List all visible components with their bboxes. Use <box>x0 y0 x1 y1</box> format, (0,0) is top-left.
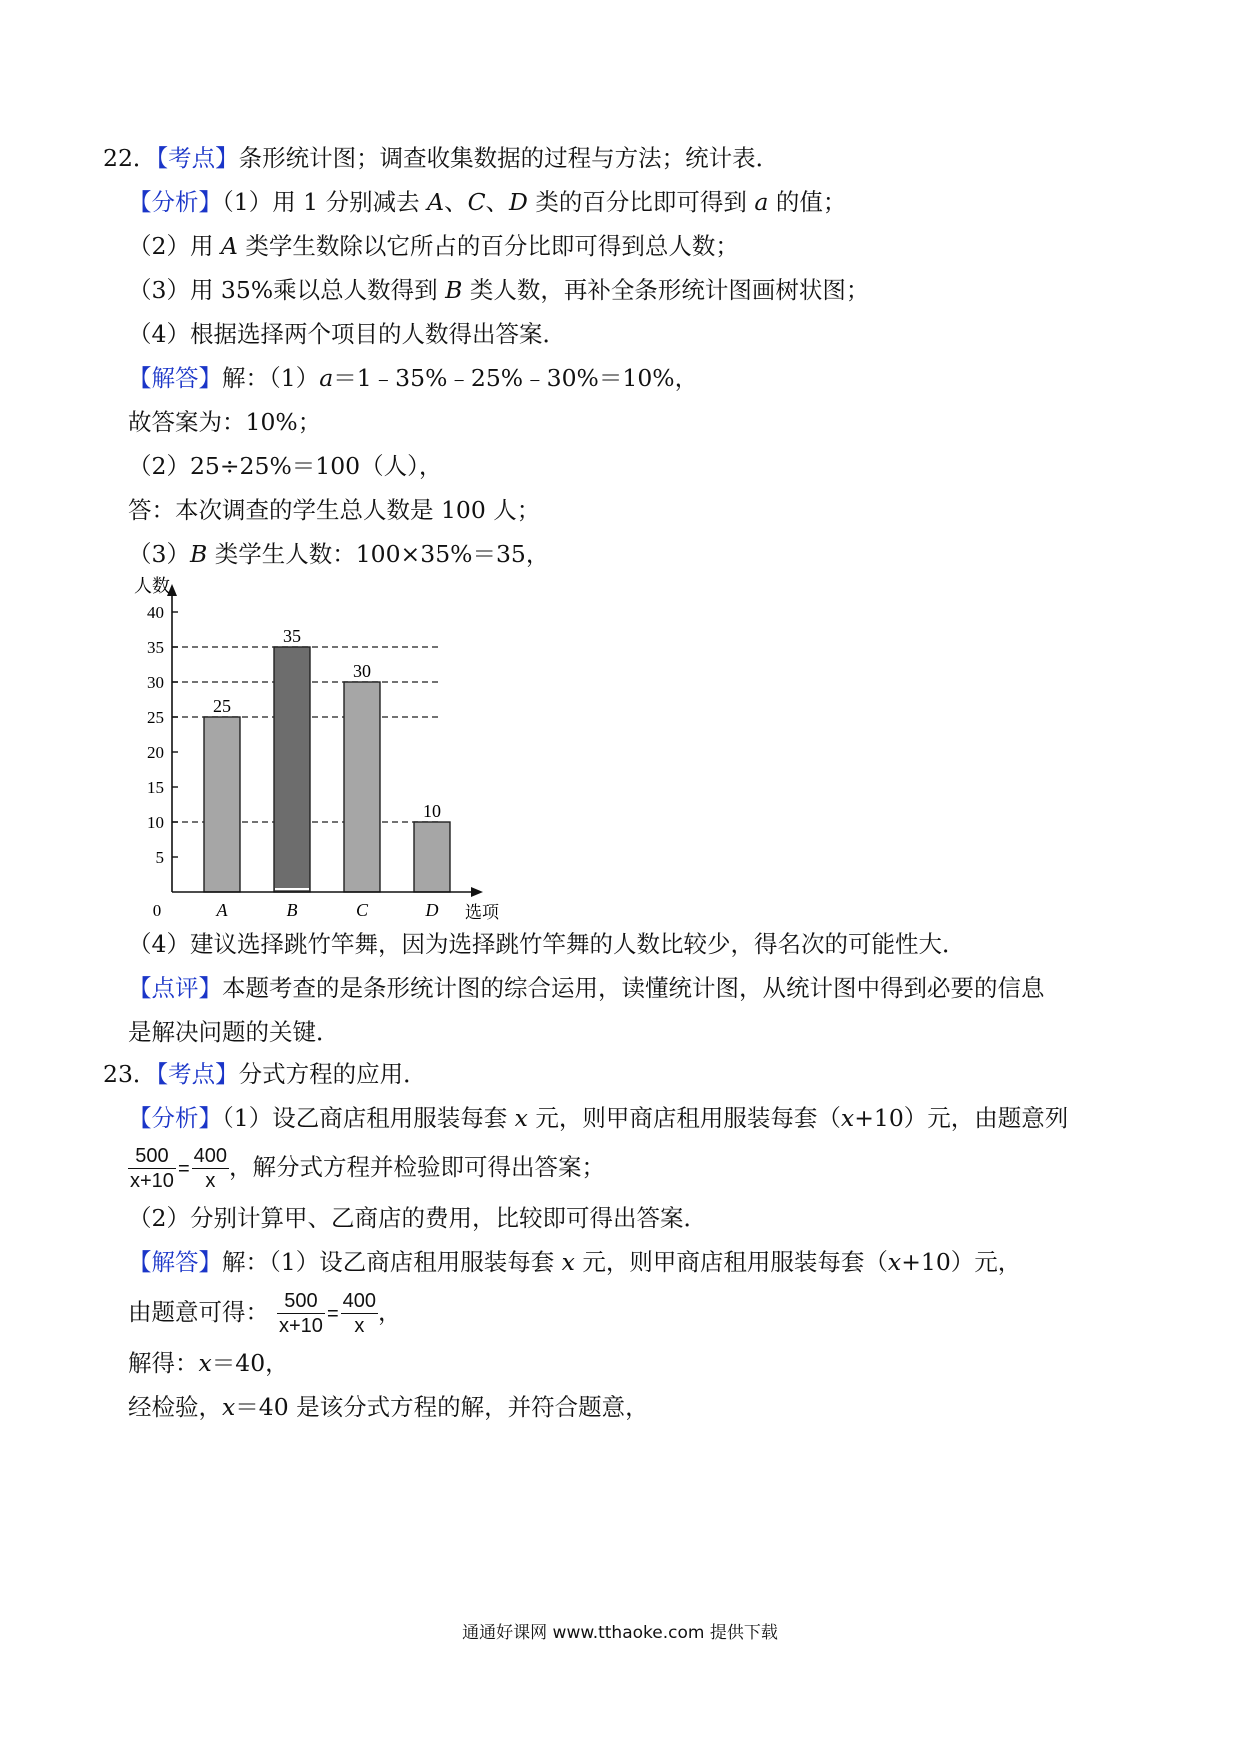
y-tick-label-15: 15 <box>147 778 164 797</box>
text: +10）元，由题意列 <box>854 1104 1069 1132</box>
q22-jieda-3 <box>128 539 549 569</box>
numerator: 400 <box>342 1290 376 1312</box>
jieda-tag: 【解答】 <box>128 364 222 392</box>
numerator: 500 <box>128 1144 176 1169</box>
q22-answer-2: 答：本次调查的学生总人数是 100 人； <box>128 496 541 524</box>
q22-fenxi-4: （4）根据选择两个项目的人数得出答案． <box>128 320 566 348</box>
var: A <box>427 188 445 216</box>
q22-jieda-2: （2）25÷25%＝100（人）， <box>128 452 443 480</box>
y-tick-label-30: 30 <box>147 673 164 692</box>
q22-dianping-2: 是解决问题的关键． <box>128 1018 340 1046</box>
kaodian-text: 条形统计图；调查收集数据的过程与方法；统计表． <box>238 144 780 172</box>
text: 类学生人数：100×35%＝35， <box>207 540 550 568</box>
text: 类学生数除以它所占的百分比即可得到总人数； <box>237 232 739 260</box>
equals-sign: = <box>326 1302 339 1325</box>
kaodian-tag: 【考点】 <box>156 1060 239 1088</box>
var: B <box>445 276 463 304</box>
y-tick-label-40: 40 <box>147 603 164 622</box>
numerator: 500 <box>277 1289 325 1314</box>
var: A <box>220 232 238 260</box>
fenxi-tag: 【分析】 <box>128 188 222 216</box>
q23-jieda-2 <box>128 1348 289 1378</box>
text: 类的百分比即可得到 <box>527 188 755 216</box>
jieda-tag: 【解答】 <box>128 1248 222 1276</box>
q22-kaodian-line <box>103 143 779 173</box>
kaodian-text: 分式方程的应用． <box>238 1060 427 1088</box>
data-label-C: 30 <box>353 661 371 681</box>
bar-D <box>414 822 450 892</box>
text: 元，则甲商店租用服装每套（ <box>574 1248 888 1276</box>
q22-fenxi-2 <box>128 231 739 261</box>
dianping-tag: 【点评】 <box>128 974 222 1002</box>
equals-sign: = <box>177 1157 190 1180</box>
var: x <box>887 1248 902 1276</box>
var: x <box>222 1393 236 1421</box>
denominator: x <box>354 1315 365 1337</box>
text: ＝40 是该分式方程的解，并符合题意， <box>235 1393 649 1421</box>
denominator: x <box>205 1170 216 1192</box>
q23-jieda-1 <box>128 1247 1021 1277</box>
origin-label: 0 <box>152 901 162 920</box>
fraction-right <box>341 1289 378 1338</box>
q22-dianping-1 <box>128 973 1045 1003</box>
text: +10）元， <box>901 1248 1022 1276</box>
var: x <box>561 1248 575 1276</box>
q22-answer-1: 故答案为：10%； <box>128 408 322 436</box>
y-tick-label-25: 25 <box>147 708 164 727</box>
x-tick-label-B: B <box>286 900 298 920</box>
question-number: 22． <box>103 144 157 172</box>
q23-fenxi-equation <box>128 1142 605 1194</box>
y-axis-title: 人数 <box>134 576 170 596</box>
q23-kaodian-line <box>103 1059 427 1089</box>
text: 、 <box>485 188 510 216</box>
text: （1）设乙商店租用服装每套 <box>222 1104 515 1132</box>
q22-fenxi-3 <box>128 275 869 305</box>
fraction-left <box>128 1144 176 1193</box>
text: 类人数，再补全条形统计图画树状图； <box>462 276 870 304</box>
y-tick-label-20: 20 <box>147 743 164 762</box>
q23-fenxi-2: （2）分别计算甲、乙商店的费用，比较即可得出答案． <box>128 1204 707 1232</box>
q22-fenxi-1 <box>128 187 846 217</box>
var: D <box>509 188 528 216</box>
y-tick-label-10: 10 <box>147 813 164 832</box>
fraction-left <box>277 1289 325 1338</box>
text: ，解分式方程并检验即可得出答案； <box>229 1153 605 1181</box>
text: ， <box>378 1298 402 1326</box>
var: x <box>514 1104 528 1132</box>
text: ＝40， <box>211 1349 289 1377</box>
bar-B <box>274 647 310 892</box>
var: B <box>189 540 208 568</box>
x-axis-title: 选项 <box>465 903 499 922</box>
bar-A <box>204 717 240 892</box>
q23-jieda-3 <box>128 1392 649 1422</box>
x-tick-label-A: A <box>216 900 228 920</box>
text: ＝1﹣35%﹣25%﹣30%＝10%， <box>333 364 699 392</box>
kaodian-tag: 【考点】 <box>156 144 239 172</box>
var: x <box>840 1104 855 1132</box>
text: 解得： <box>128 1349 199 1377</box>
data-label-B: 35 <box>283 626 301 646</box>
text: 元，则甲商店租用服装每套（ <box>527 1104 841 1132</box>
text: （2）用 <box>128 232 221 260</box>
page-footer: 通通好课网 www.tthaoke.com 提供下载 <box>462 1623 778 1643</box>
text: 由题意可得： <box>128 1298 269 1326</box>
text: （3） <box>128 540 190 568</box>
q23-fenxi-1 <box>128 1103 1068 1133</box>
q22-jieda-1 <box>128 363 698 393</box>
text: 的值； <box>768 188 847 216</box>
denominator: x+10 <box>130 1170 174 1192</box>
text: 解：（1） <box>222 364 320 392</box>
text: （3）用 35%乘以总人数得到 <box>128 276 446 304</box>
x-tick-label-C: C <box>355 900 369 920</box>
data-label-A: 25 <box>213 696 231 716</box>
bar-chart <box>130 576 520 930</box>
y-tick-label-5: 5 <box>155 848 164 867</box>
question-number: 23． <box>103 1060 157 1088</box>
var: a <box>754 188 769 216</box>
var: C <box>467 188 486 216</box>
q22-jieda-4: （4）建议选择跳竹竿舞，因为选择跳竹竿舞的人数比较少，得名次的可能性大． <box>128 930 966 958</box>
numerator: 400 <box>193 1145 227 1167</box>
text: 、 <box>444 188 468 216</box>
denominator: x+10 <box>279 1315 323 1337</box>
text: 经检验， <box>128 1393 222 1421</box>
text: 解：（1）设乙商店租用服装每套 <box>222 1248 562 1276</box>
bar-C <box>344 682 380 892</box>
var: a <box>319 364 334 392</box>
data-label-D: 10 <box>423 801 441 821</box>
fenxi-tag: 【分析】 <box>128 1104 222 1132</box>
q23-jieda-equation <box>128 1287 402 1339</box>
fraction-right <box>192 1144 229 1193</box>
var: x <box>198 1349 212 1377</box>
x-axis-arrow <box>471 887 483 897</box>
x-tick-label-D: D <box>425 900 439 920</box>
text: （1）用 1 分别减去 <box>222 188 428 216</box>
text: 本题考查的是条形统计图的综合运用，读懂统计图，从统计图中得到必要的信息 <box>222 974 1045 1002</box>
y-tick-label-35: 35 <box>147 638 164 657</box>
